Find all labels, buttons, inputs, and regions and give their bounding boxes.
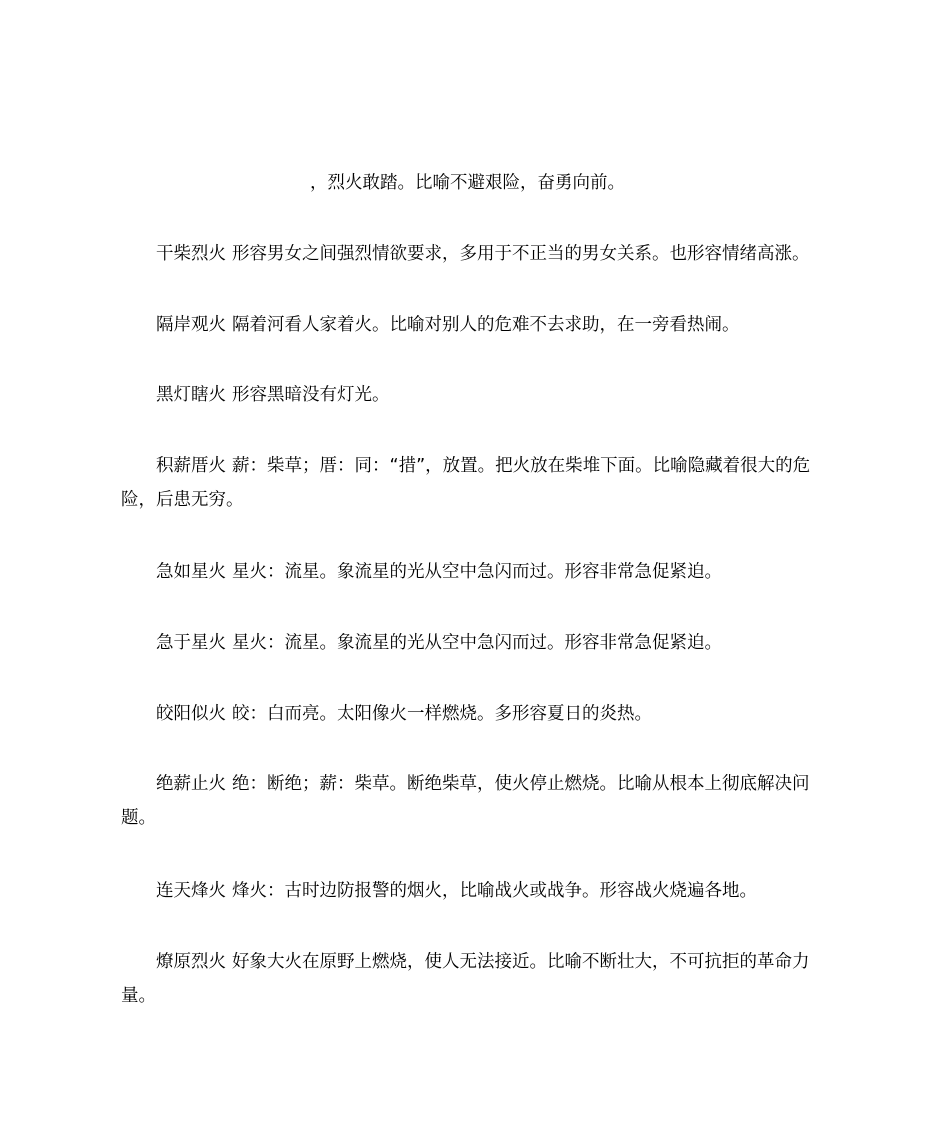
entry-term: 黑灯瞎火 — [156, 385, 226, 405]
entry-term: 急于星火 — [156, 633, 226, 653]
entry-definition: 薪：柴草；厝：同：“措”，放置。把火放在柴堆下面。比喻隐藏着很大的危险，后患无穷。 — [121, 456, 811, 510]
entry-paragraph-6 — [121, 626, 829, 660]
entry-paragraph-9 — [121, 874, 829, 908]
entry-term: 急如星火 — [156, 562, 226, 582]
entry-paragraph-10 — [121, 945, 829, 1013]
entry-definition: 绝：断绝；薪：柴草。断绝柴草，使火停止燃烧。比喻从根本上彻底解决问题。 — [121, 774, 810, 828]
entry-term: 隔岸观火 — [156, 315, 226, 335]
entry-paragraph-5 — [121, 555, 829, 589]
entry-paragraph-4 — [121, 449, 829, 517]
entry-definition: 形容黑暗没有灯光。 — [232, 385, 390, 405]
entry-paragraph-2 — [121, 308, 829, 342]
entry-definition: 星火：流星。象流星的光从空中急闪而过。形容非常急促紧迫。 — [232, 562, 722, 582]
entry-definition: 皎：白而亮。太阳像火一样燃烧。多形容夏日的炎热。 — [232, 704, 652, 724]
entry-term: 绝薪止火 — [156, 774, 226, 794]
entry-definition: 烽火：古时边防报警的烟火，比喻战火或战争。形容战火烧遍各地。 — [232, 881, 757, 901]
entry-term: 燎原烈火 — [156, 952, 226, 972]
entry-definition: 形容男女之间强烈情欲要求，多用于不正当的男女关系。也形容情绪高涨。 — [232, 244, 810, 264]
entry-definition: ，烈火敢踏。比喻不避艰险，奋勇向前。 — [310, 173, 625, 193]
entry-term: 连天烽火 — [156, 881, 226, 901]
entry-definition: 好象大火在原野上燃烧，使人无法接近。比喻不断壮大，不可抗拒的革命力量。 — [121, 952, 810, 1006]
entry-paragraph-7 — [121, 697, 829, 731]
entry-definition: 隔着河看人家着火。比喻对别人的危难不去求助，在一旁看热闹。 — [232, 315, 740, 335]
entry-paragraph-0 — [121, 166, 829, 200]
entry-definition: 星火：流星。象流星的光从空中急闪而过。形容非常急促紧迫。 — [232, 633, 722, 653]
entry-paragraph-3 — [121, 378, 829, 412]
entry-term: 干柴烈火 — [156, 244, 226, 264]
entry-term: 积薪厝火 — [156, 456, 226, 476]
entry-paragraph-1 — [121, 237, 829, 271]
entry-term: 皎阳似火 — [156, 704, 226, 724]
entry-paragraph-8 — [121, 767, 829, 835]
